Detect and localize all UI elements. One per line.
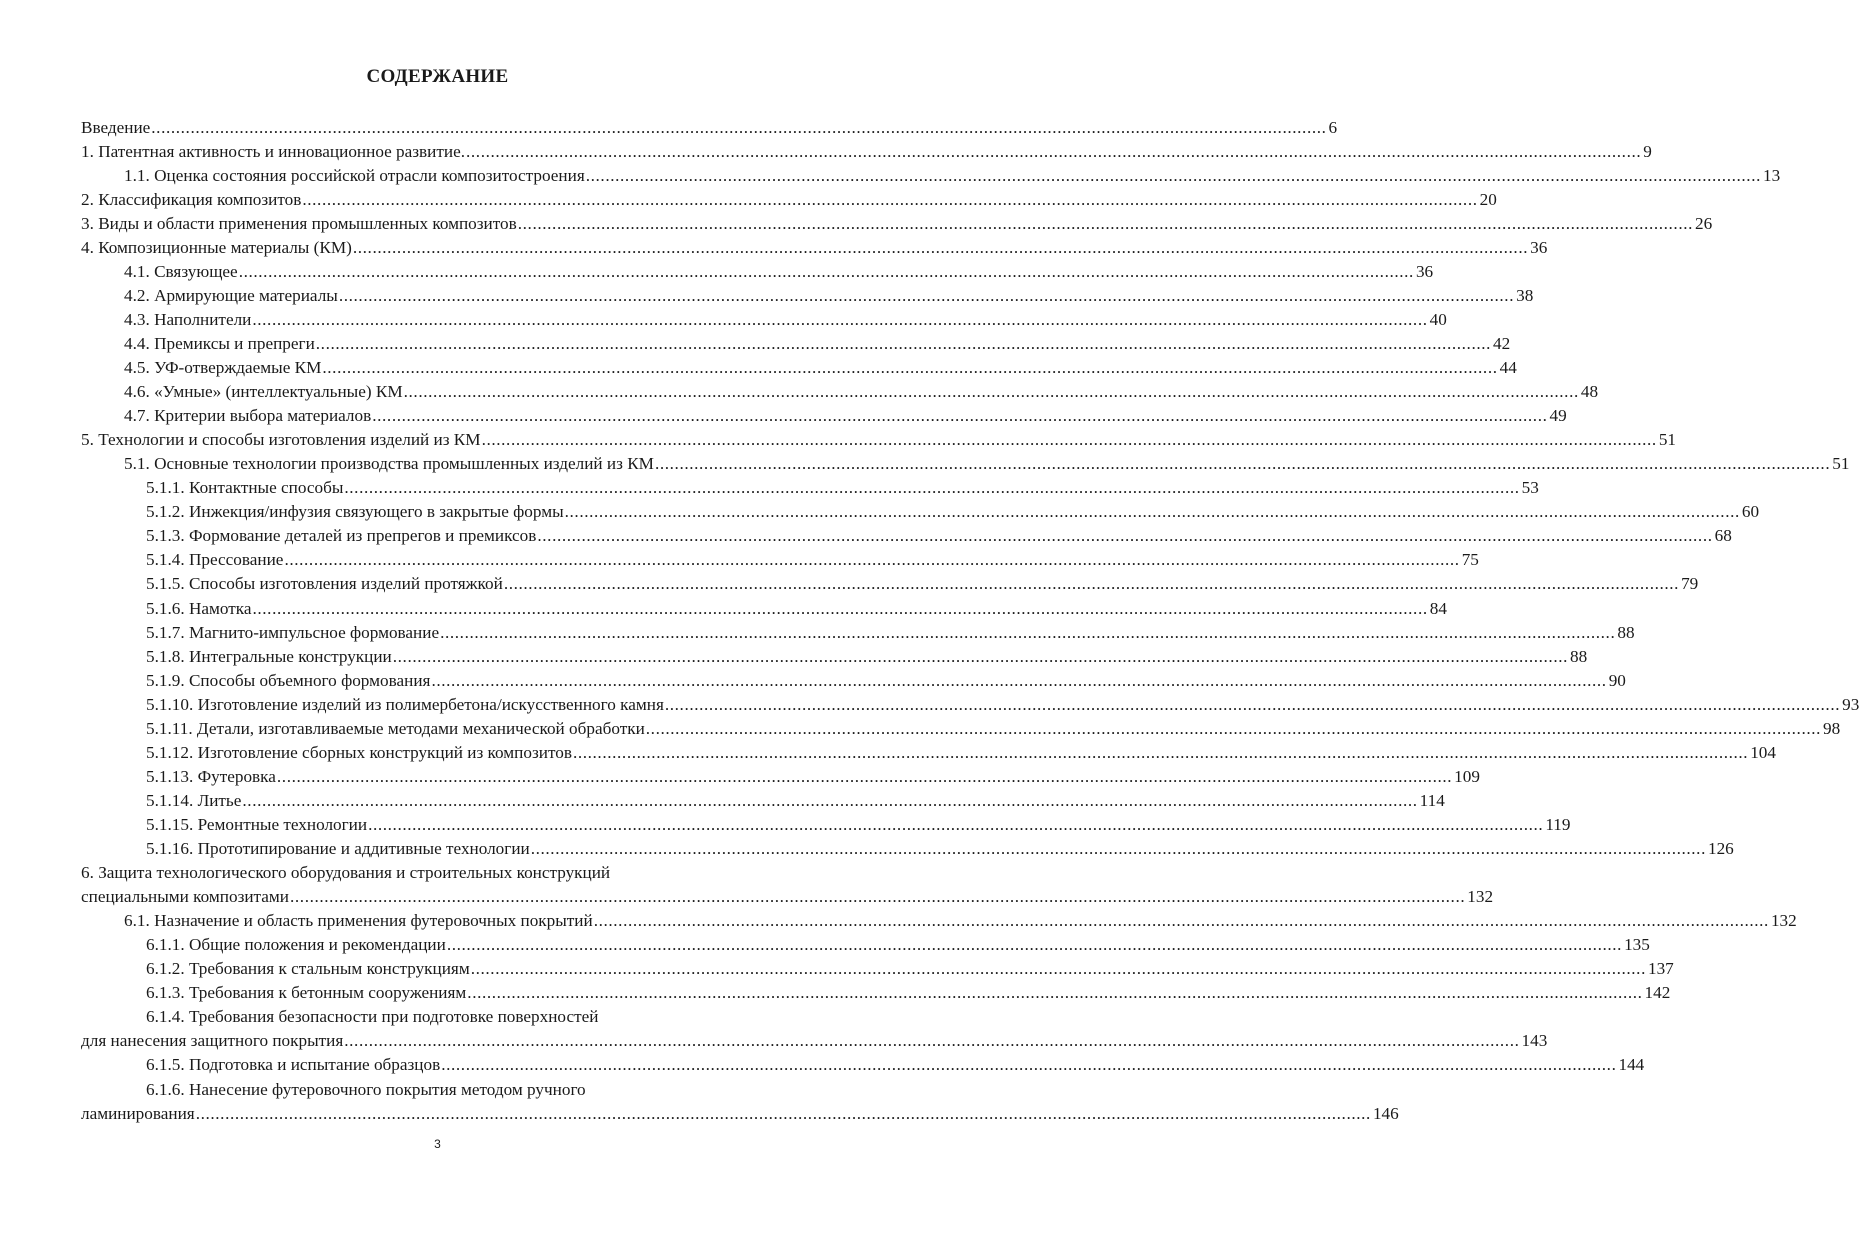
toc-entry[interactable] [124, 260, 1434, 284]
toc-entry[interactable] [124, 164, 1781, 188]
toc-entry-title: для нанесения защитного покрытия [81, 1031, 344, 1051]
toc-entry[interactable] [81, 428, 1676, 452]
toc-entry[interactable] [146, 1005, 793, 1029]
toc-entry-page: 51 [1658, 430, 1676, 450]
toc-entry[interactable] [146, 597, 1447, 621]
dot-leader [151, 116, 1326, 140]
toc-entry-page: 104 [1750, 742, 1776, 762]
toc-entry-title: 6.1.1. Общие положения и рекомендации [146, 935, 446, 955]
toc-entry[interactable] [81, 861, 793, 885]
toc-entry-title: 5.1. Основные технологии производства промышленных изделий из КМ [124, 454, 654, 474]
toc-entry-title: 4.6. «Умные» (интеллектуальные) КМ [124, 382, 403, 402]
dot-leader [504, 572, 1679, 596]
toc-entry[interactable] [124, 308, 1447, 332]
toc-entry-title: 5.1.4. Прессование [146, 550, 284, 570]
dot-leader [441, 1053, 1616, 1077]
toc-entry-page: 51 [1832, 454, 1850, 474]
toc-entry[interactable] [146, 789, 1445, 813]
toc-entry-title: Введение [81, 117, 151, 137]
dot-leader [518, 212, 1693, 236]
toc-entry-title: 5.1.9. Способы объемного формования [146, 670, 431, 690]
dot-leader [368, 813, 1543, 837]
toc-entry[interactable] [146, 813, 1571, 837]
toc-entry[interactable] [81, 116, 1338, 140]
toc-entry-title: 5.1.8. Интегральные конструкции [146, 646, 392, 666]
toc-entry-page: 88 [1617, 622, 1635, 642]
toc-entry[interactable] [81, 1029, 1548, 1053]
page-title: СОДЕРЖАНИЕ [366, 66, 509, 87]
dot-leader [482, 428, 1657, 452]
toc-entry[interactable] [124, 909, 1797, 933]
toc-entry-title: 4.2. Армирующие материалы [124, 285, 338, 305]
toc-entry[interactable] [146, 1078, 793, 1102]
toc-entry-page: 68 [1714, 526, 1732, 546]
dot-leader [284, 548, 1459, 572]
toc-entry-page: 137 [1647, 959, 1674, 979]
dot-leader [467, 981, 1642, 1005]
toc-entry[interactable] [146, 524, 1732, 548]
toc-entry[interactable] [124, 404, 1567, 428]
toc-entry[interactable] [146, 717, 1841, 741]
dot-leader [431, 669, 1606, 693]
toc-entry-page: 119 [1545, 814, 1571, 834]
toc-entry-title: 3. Виды и области применения промышленных композитов [81, 213, 517, 233]
dot-leader [372, 404, 1547, 428]
toc-entry[interactable] [124, 284, 1534, 308]
toc-entry-page: 132 [1770, 911, 1797, 931]
dot-leader [239, 260, 1414, 284]
dot-leader [316, 332, 1491, 356]
toc-entry[interactable] [81, 1102, 1399, 1126]
dot-leader [466, 140, 1641, 164]
toc-entry-page: 26 [1695, 213, 1713, 233]
toc-entry-title: 5.1.15. Ремонтные технологии [146, 814, 368, 834]
toc-entry[interactable] [124, 380, 1599, 404]
toc-entry-page: 49 [1549, 406, 1567, 426]
toc-entry-title: 5.1.3. Формование деталей из препрегов и премиксов [146, 526, 537, 546]
toc-entry-title: 5. Технологии и способы изготовления изделий из КМ [81, 430, 481, 450]
dot-leader [655, 452, 1830, 476]
toc-entry[interactable] [146, 669, 1626, 693]
dot-leader [565, 500, 1740, 524]
toc-entry[interactable] [124, 452, 1850, 476]
dot-leader [339, 284, 1514, 308]
toc-entry-title: 5.1.16. Прототипирование и аддитивные технологии [146, 839, 530, 858]
toc-entry-page: 40 [1429, 309, 1447, 329]
dot-leader [252, 597, 1427, 621]
toc-entry[interactable] [146, 500, 1760, 524]
toc-entry[interactable] [146, 765, 1480, 789]
toc-entry[interactable] [146, 693, 1859, 717]
toc-entry[interactable] [146, 621, 1635, 645]
toc-entry-title: 4.4. Премиксы и препреги [124, 333, 315, 353]
toc-entry[interactable] [124, 332, 1511, 356]
toc-entry-title: 5.1.13. Футеровка [146, 766, 276, 786]
toc-entry-title: 4.3. Наполнители [124, 309, 252, 329]
toc-entry[interactable] [146, 476, 1539, 500]
toc-entry-title: 6.1.5. Подготовка и испытание образцов [146, 1055, 441, 1075]
dot-leader [531, 837, 1706, 861]
toc-entry-page: 53 [1521, 478, 1539, 498]
toc-entry-page: 144 [1618, 1055, 1645, 1075]
toc-entry-page: 79 [1681, 574, 1699, 594]
dot-leader [471, 957, 1646, 981]
toc-entry-page: 109 [1454, 766, 1480, 786]
toc-entry-page: 142 [1644, 983, 1671, 1003]
toc-entry-page: 143 [1521, 1031, 1548, 1051]
dot-leader [440, 621, 1615, 645]
dot-leader [322, 356, 1497, 380]
toc-entry-title: 2. Классификация композитов [81, 189, 302, 209]
dot-leader [586, 164, 1761, 188]
toc-entry-title: 5.1.11. Детали, изготавливаемые методами механической обработки [146, 718, 645, 738]
toc-entry-title: 1. Патентная активность и инновационное развитие. [81, 141, 466, 161]
toc-entry-title: 5.1.10. Изготовление изделий из полимербетона/искусственного камня [146, 694, 664, 714]
dot-leader [665, 693, 1840, 717]
toc-entry[interactable] [146, 548, 1479, 572]
toc-entry[interactable] [146, 645, 1588, 669]
toc-entry-title: 6.1.6. Нанесение футеровочного покрытия методом ручного [146, 1079, 586, 1099]
dot-leader [277, 765, 1452, 789]
toc-entry-page: 93 [1842, 694, 1859, 714]
toc-entry-title: 5.1.1. Контактные способы [146, 478, 344, 498]
toc-entry-title: 5.1.6. Намотка [146, 598, 252, 618]
toc-entry-page: 36 [1415, 261, 1434, 281]
dot-leader [344, 476, 1519, 500]
toc-entry-title: специальными композитами [81, 887, 289, 907]
toc-entry-page: 48 [1580, 382, 1599, 402]
dot-leader [302, 188, 1477, 212]
toc-entry-title: 6.1. Назначение и область применения футеровочных покрытий [124, 911, 593, 931]
toc-entry-title: 4. Композиционные материалы (КМ) [81, 237, 352, 257]
toc-entry-page: 75 [1461, 550, 1479, 570]
toc-entry[interactable] [124, 356, 1517, 380]
toc-entry-title: 5.1.5. Способы изготовления изделий протяжкой [146, 574, 503, 594]
toc-entry[interactable] [81, 212, 1713, 236]
toc-entry[interactable] [146, 837, 1734, 861]
toc-entry-title: 5.1.7. Магнито-импульсное формование [146, 622, 440, 642]
toc-entry[interactable] [146, 572, 1699, 596]
dot-leader [242, 789, 1417, 813]
dot-leader [404, 380, 1579, 404]
toc-entry-page: 114 [1419, 790, 1445, 810]
toc-entry[interactable] [81, 188, 1497, 212]
dot-leader [344, 1029, 1519, 1053]
dot-leader [447, 933, 1622, 957]
toc-entry-title: 6.1.3. Требования к бетонным сооружениям [146, 983, 467, 1003]
dot-leader [594, 909, 1769, 933]
toc-entry[interactable] [81, 140, 1652, 164]
toc-entry[interactable] [146, 741, 1776, 765]
toc-entry-page: 84 [1429, 598, 1447, 618]
dot-leader [573, 741, 1748, 765]
page-number: 3 [434, 1137, 441, 1151]
toc-entry-title: ламинирования [81, 1103, 195, 1123]
toc-entry[interactable] [146, 933, 1650, 957]
toc-entry-page: 36 [1530, 237, 1548, 257]
toc-entry-page: 42 [1493, 333, 1511, 353]
toc-entry-title: 5.1.12. Изготовление сборных конструкций из композитов [146, 742, 572, 762]
toc-entry-title: 4.7. Критерии выбора материалов [124, 406, 372, 426]
dot-leader [393, 645, 1568, 669]
toc-entry-page: 132 [1467, 887, 1494, 907]
toc-entry-page: 126 [1707, 839, 1734, 858]
toc-entry-page: 38 [1516, 285, 1534, 305]
toc-entry[interactable] [146, 981, 1671, 1005]
toc-entry-title: 5.1.14. Литье [146, 790, 242, 810]
toc-entry-title: 4.5. УФ-отверждаемые КМ [124, 358, 322, 377]
toc-entry-page: 20 [1479, 189, 1497, 209]
toc-entry-page: 88 [1570, 646, 1588, 666]
dot-leader [252, 308, 1427, 332]
toc-entry-page: 146 [1372, 1103, 1399, 1123]
toc-entry[interactable] [146, 957, 1674, 981]
toc-entry-title: 4.1. Связующее [124, 261, 238, 281]
toc-entry-page: 98 [1823, 718, 1841, 738]
toc-entry[interactable] [146, 1053, 1645, 1077]
toc-entry[interactable] [81, 885, 1494, 909]
toc-entry-title: 5.1.2. Инжекция/инфузия связующего в закрытые формы [146, 502, 564, 522]
dot-leader [646, 717, 1821, 741]
toc-entry-title: 6.1.2. Требования к стальным конструкциям [146, 959, 470, 979]
dot-leader [353, 236, 1528, 260]
dot-leader [290, 885, 1465, 909]
toc-entry-page: 6 [1328, 117, 1338, 137]
toc-entry-page: 13 [1762, 165, 1781, 185]
toc-entry-page: 60 [1741, 502, 1760, 522]
toc-entry-title: 6.1.4. Требования безопасности при подготовке поверхностей [146, 1007, 599, 1027]
dot-leader [196, 1102, 1371, 1126]
toc-entry-page: 44 [1499, 358, 1517, 377]
toc-entry-page: 9 [1643, 141, 1652, 161]
toc-entry-page: 135 [1624, 935, 1650, 955]
toc-entry-title: 6. Защита технологического оборудования и строительных конструкций [81, 863, 611, 883]
toc-entry-page: 90 [1608, 670, 1626, 690]
toc-entry[interactable] [81, 236, 1548, 260]
toc-entry-title: 1.1. Оценка состояния российской отрасли композитостроения [124, 165, 585, 185]
dot-leader [537, 524, 1712, 548]
